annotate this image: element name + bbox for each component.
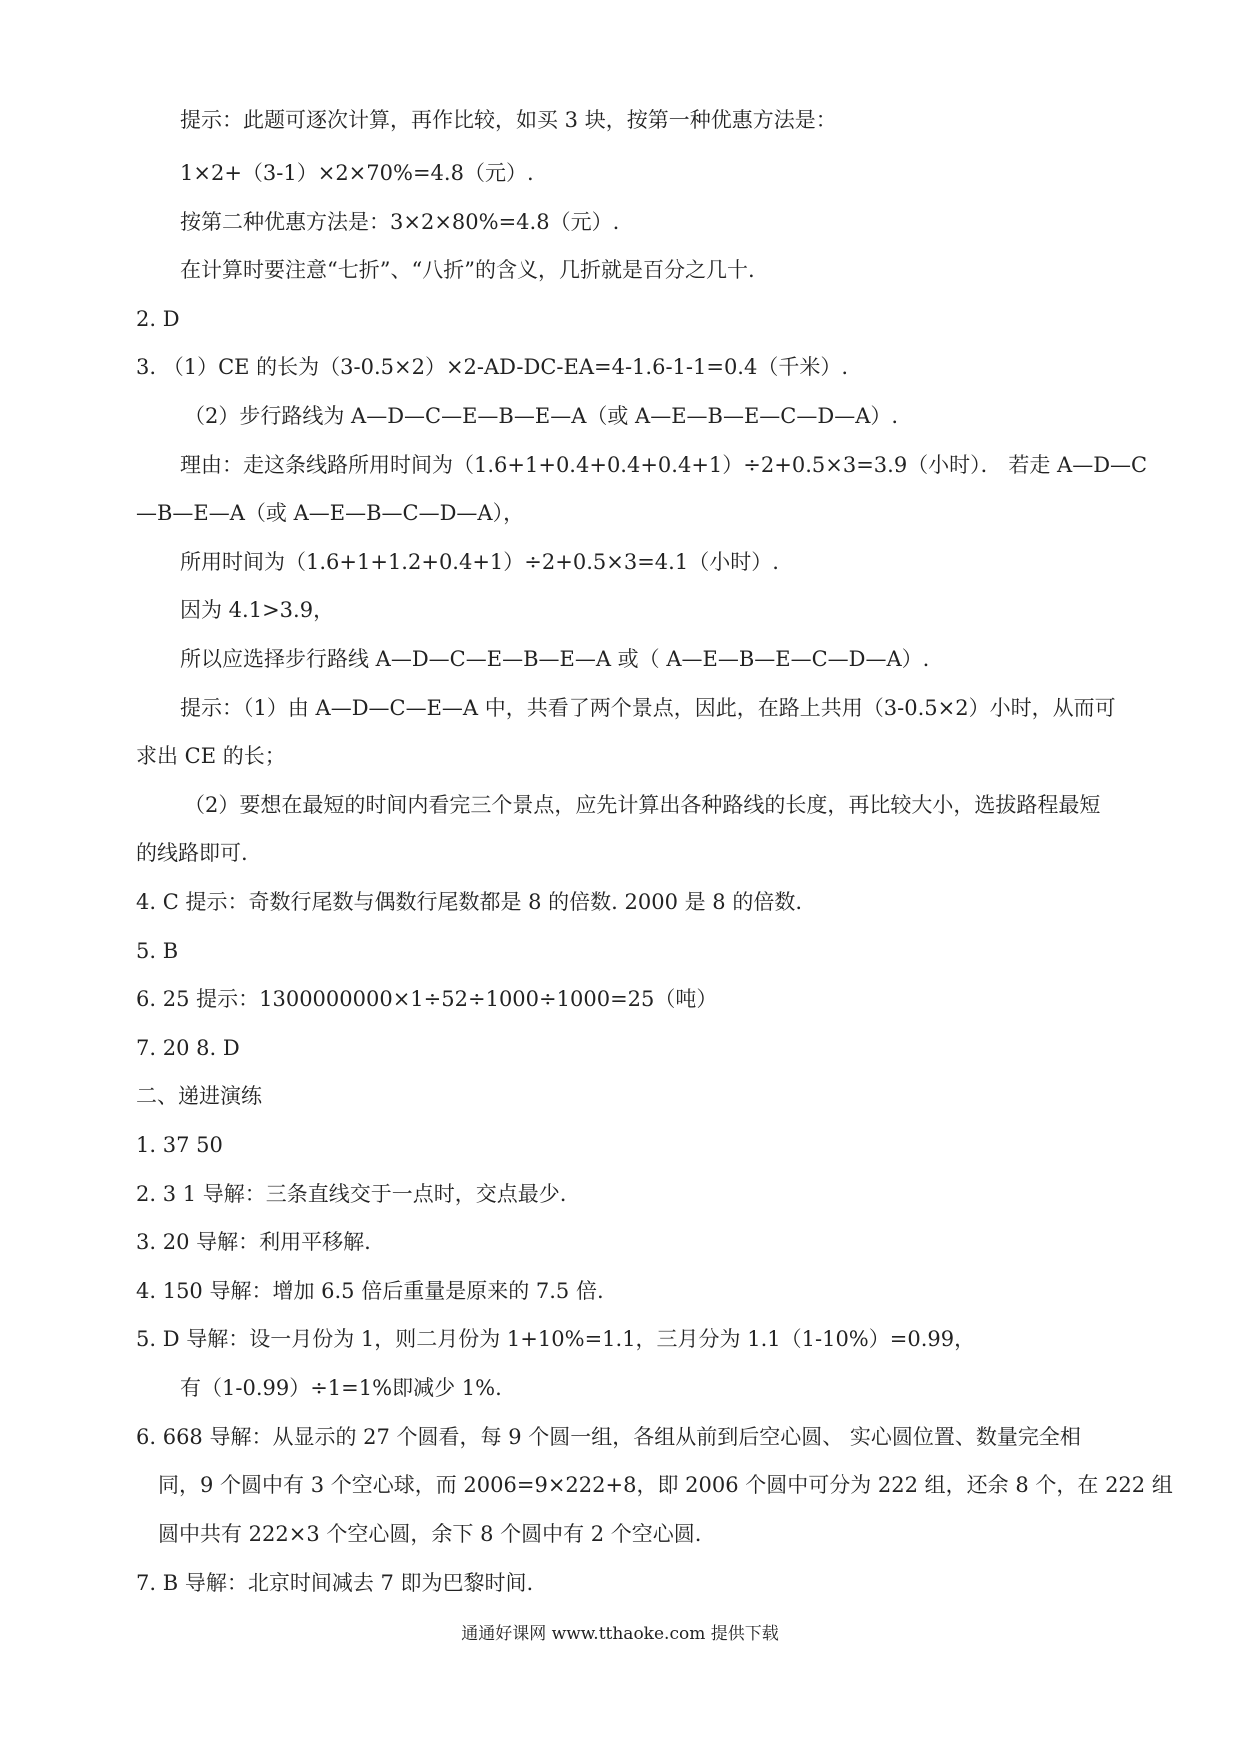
answer-7-8-line: 7. 20 8. D xyxy=(136,1036,240,1060)
reason-line: 理由：走这条线路所用时间为（1.6+1+0.4+0.4+0.4+1）÷2+0.5×3=3.9（小时）． 若走 A—D—C xyxy=(180,453,1148,477)
route-choice-line: 所以应选择步行路线 A—D—C—E—B—E—A 或（ A—E—B—E—C—D—A）. xyxy=(180,647,930,671)
answer-4-line: 4. C 提示：奇数行尾数与偶数行尾数都是 8 的倍数. 2000 是 8 的倍数. xyxy=(136,890,803,914)
drill-answer-4-line: 4. 150 导解：增加 6.5 倍后重量是原来的 7.5 倍. xyxy=(136,1279,604,1303)
page-footer: 通通好课网 www.tthaoke.com 提供下载 xyxy=(461,1624,779,1644)
drill-answer-1-line: 1. 37 50 xyxy=(136,1133,223,1157)
drill-answer-6-end-line: 圆中共有 222×3 个空心圆，余下 8 个圆中有 2 个空心圆. xyxy=(158,1522,702,1546)
answer-2-line: 2. D xyxy=(136,307,180,331)
calc-second-method-line: 按第二种优惠方法是：3×2×80%=4.8（元）. xyxy=(180,210,620,234)
drill-answer-5-continued-line: 有（1-0.99）÷1=1%即减少 1%. xyxy=(180,1376,502,1400)
section-heading: 二、递进演练 xyxy=(136,1084,262,1108)
discount-note-line: 在计算时要注意“七折”、“八折”的含义，几折就是百分之几十. xyxy=(180,258,755,282)
hint-compare-line: 提示：此题可逐次计算，再作比较，如买 3 块，按第一种优惠方法是： xyxy=(180,108,837,132)
comparison-line: 因为 4.1>3.9， xyxy=(180,598,335,622)
reason-continued-line: —B—E—A（或 A—E—B—C—D—A）， xyxy=(136,501,525,525)
drill-answer-3-line: 3. 20 导解：利用平移解. xyxy=(136,1230,371,1254)
calc-first-method-line: 1×2+（3-1）×2×70%=4.8（元）. xyxy=(180,161,534,185)
hint-part2-line: （2）要想在最短的时间内看完三个景点，应先计算出各种路线的长度，再比较大小，选拔路程最短 xyxy=(184,793,1101,817)
drill-answer-2-line: 2. 3 1 导解：三条直线交于一点时，交点最少. xyxy=(136,1182,567,1206)
answer-6-line: 6. 25 提示：1300000000×1÷52÷1000÷1000=25（吨） xyxy=(136,987,718,1011)
answer-5-line: 5. B xyxy=(136,939,179,963)
drill-answer-6-line: 6. 668 导解：从显示的 27 个圆看，每 9 个圆一组，各组从前到后空心圆、 实心圆位置、数量完全相 xyxy=(136,1425,1081,1449)
answer-3-part2-line: （2）步行路线为 A—D—C—E—B—E—A（或 A—E—B—E—C—D—A）. xyxy=(184,404,899,428)
hint-part2-continued-line: 的线路即可. xyxy=(136,841,248,865)
hint-part1-line: 提示：（1）由 A—D—C—E—A 中，共看了两个景点，因此，在路上共用（3-0.5×2）小时，从而可 xyxy=(180,696,1116,720)
hint-part1-continued-line: 求出 CE 的长； xyxy=(136,744,286,768)
drill-answer-7-line: 7. B 导解：北京时间减去 7 即为巴黎时间. xyxy=(136,1571,534,1595)
drill-answer-6-continued-line: 同，9 个圆中有 3 个空心球，而 2006=9×222+8，即 2006 个圆中可分为 222 组，还余 8 个，在 222 组 xyxy=(158,1473,1173,1497)
time-used-line: 所用时间为（1.6+1+1.2+0.4+1）÷2+0.5×3=4.1（小时）. xyxy=(180,550,779,574)
drill-answer-5-line: 5. D 导解：设一月份为 1，则二月份为 1+10%=1.1，三月分为 1.1（1-10%）=0.99， xyxy=(136,1327,976,1351)
answer-3-part1-line: 3. （1）CE 的长为（3-0.5×2）×2-AD-DC-EA=4-1.6-1-1=0.4（千米）. xyxy=(136,355,849,379)
